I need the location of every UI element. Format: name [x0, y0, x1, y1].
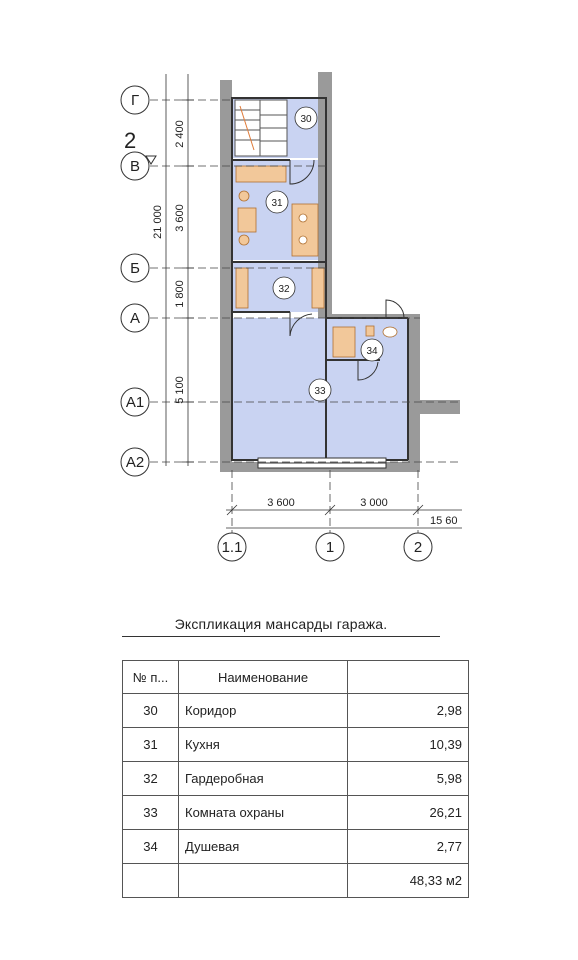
cell-area: 2,98	[348, 694, 469, 728]
axis-row-label: Г	[130, 92, 140, 109]
dim-horizontal: 3 000	[360, 497, 388, 509]
axis-row-label: В	[129, 158, 141, 175]
cell-name: Коридор	[179, 694, 348, 728]
room-number: 33	[314, 386, 326, 397]
header-name: Наименование	[179, 661, 348, 694]
dim-vertical: 5 100	[174, 376, 186, 404]
cell-num: 33	[123, 796, 179, 830]
cell-name	[179, 864, 348, 898]
window	[258, 458, 386, 468]
room-number: 31	[271, 198, 283, 209]
axis-row-label: А	[129, 310, 141, 327]
dim-vertical: 2 400	[174, 120, 186, 148]
cell-area: 2,77	[348, 830, 469, 864]
table-row	[123, 694, 469, 728]
table-header-row	[123, 661, 469, 694]
explication-table	[122, 660, 469, 898]
table-total-row	[123, 864, 469, 898]
cell-area: 10,39	[348, 728, 469, 762]
table-row	[123, 728, 469, 762]
room-number: 30	[300, 114, 312, 125]
total-area: 48,33 м2	[348, 864, 469, 898]
axis-col-label: 1	[325, 539, 335, 556]
staircase	[235, 100, 287, 156]
cell-area: 26,21	[348, 796, 469, 830]
cell-num: 32	[123, 762, 179, 796]
axis-row-label: А1	[125, 394, 145, 411]
room-number: 34	[366, 346, 378, 357]
cell-name: Гардеробная	[179, 762, 348, 796]
dim-vertical: 3 600	[174, 204, 186, 232]
table-row	[123, 762, 469, 796]
cell-name: Комната охраны	[179, 796, 348, 830]
dim-horizontal: 3 600	[267, 497, 295, 509]
table-row	[123, 796, 469, 830]
header-area	[348, 661, 469, 694]
dim-vertical: 1 800	[174, 280, 186, 308]
cell-num	[123, 864, 179, 898]
cell-num: 34	[123, 830, 179, 864]
dim-horizontal-total: 15 60	[430, 515, 458, 527]
cell-name: Кухня	[179, 728, 348, 762]
explication-title: Экспликация мансарды гаража.	[122, 616, 440, 637]
room-number: 32	[278, 284, 290, 295]
horizontal-dimension-lines	[226, 505, 462, 528]
cell-num: 31	[123, 728, 179, 762]
axis-row-label: А2	[125, 454, 145, 471]
table-row	[123, 830, 469, 864]
cell-name: Душевая	[179, 830, 348, 864]
axis-row-label: Б	[130, 260, 140, 277]
dim-vertical-total: 21 000	[152, 205, 164, 239]
floor-label: 2	[124, 128, 137, 153]
axis-col-label: 1.1	[221, 539, 243, 556]
cell-area: 5,98	[348, 762, 469, 796]
axis-col-label: 2	[413, 539, 423, 556]
cell-num: 30	[123, 694, 179, 728]
header-num: № п...	[123, 661, 179, 694]
